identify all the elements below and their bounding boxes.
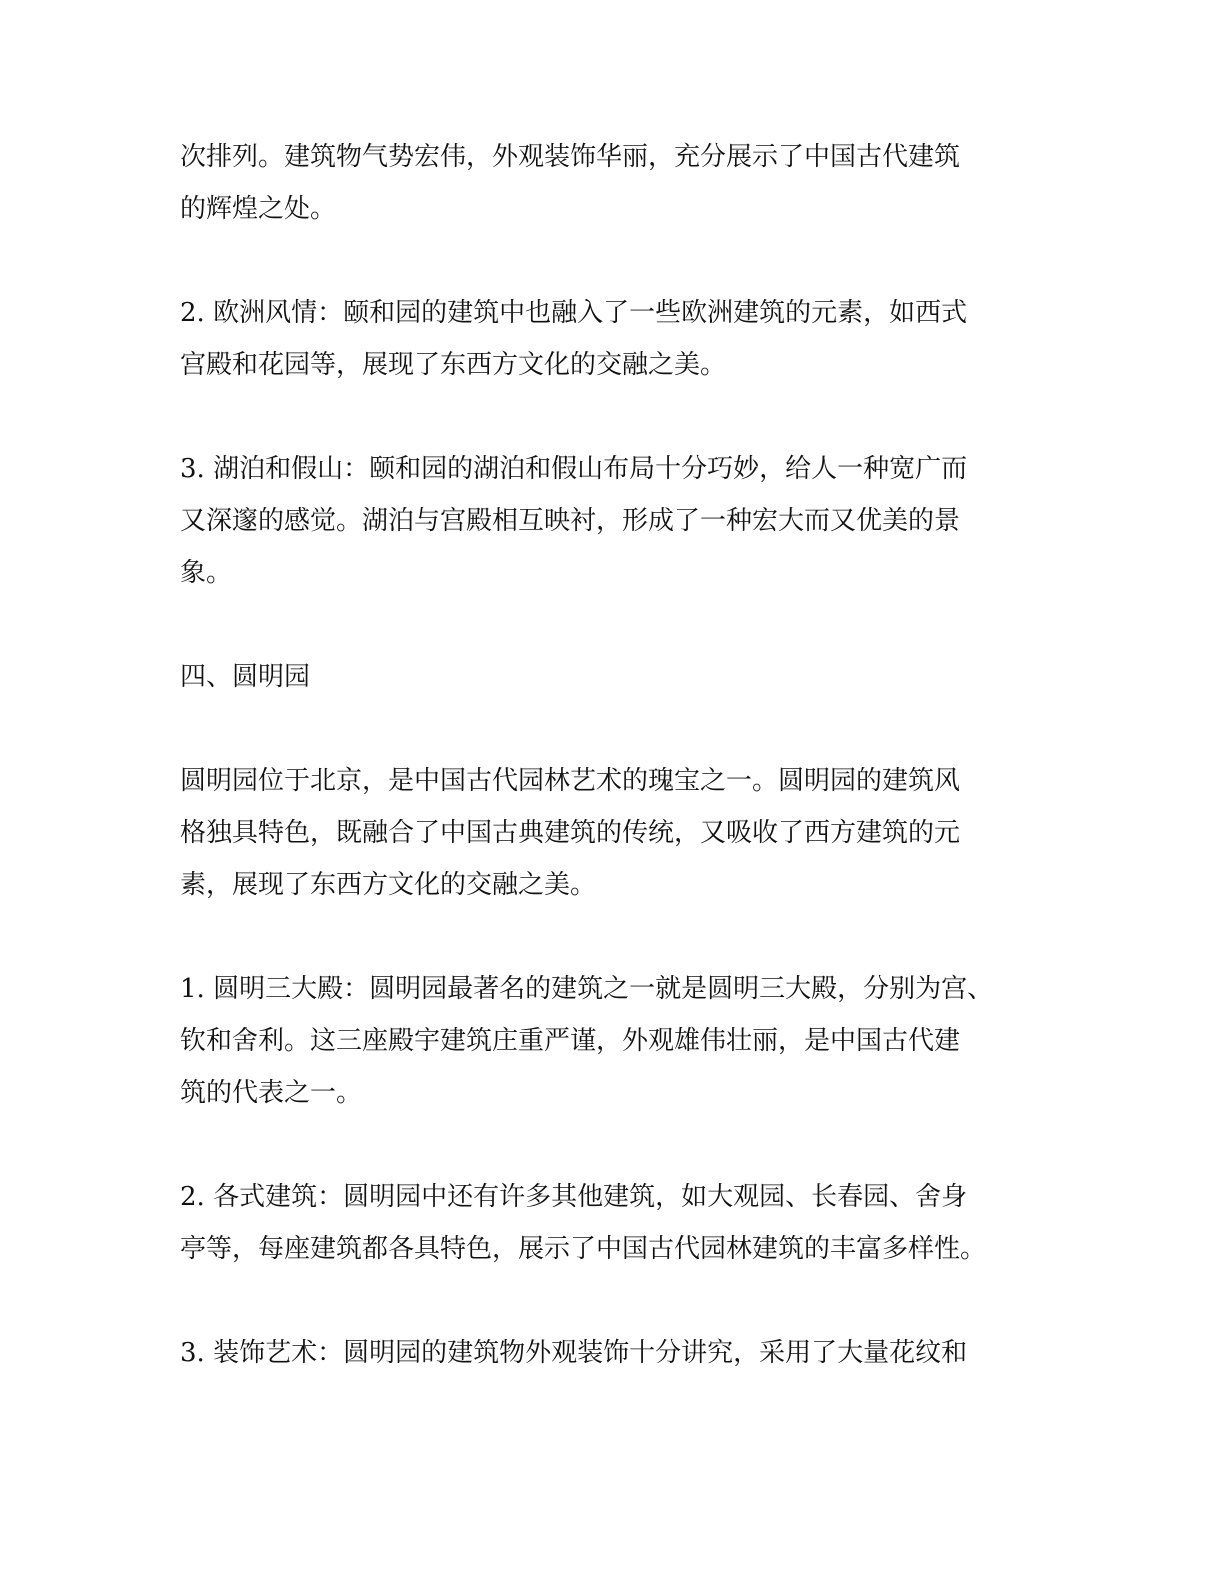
text-line: 亭等，每座建筑都各具特色，展示了中国古代园林建筑的丰富多样性。	[180, 1234, 987, 1264]
text-line: 3. 装饰艺术：圆明园的建筑物外观装饰十分讲究，采用了大量花纹和	[180, 1338, 968, 1368]
text-line: 3. 湖泊和假山：颐和园的湖泊和假山布局十分巧妙，给人一种宽广而	[180, 454, 968, 484]
text-line: 象。	[180, 558, 233, 588]
text-line: 素，展现了东西方文化的交融之美。	[180, 870, 597, 900]
text-line: 又深邃的感觉。湖泊与宫殿相互映衬，形成了一种宏大而又优美的景	[180, 506, 961, 536]
text-line: 次排列。建筑物气势宏伟，外观装饰华丽，充分展示了中国古代建筑	[180, 142, 961, 172]
text-line: 筑的代表之一。	[180, 1078, 363, 1108]
text-line: 钦和舍利。这三座殿宇建筑庄重严谨，外观雄伟壮丽，是中国古代建	[180, 1026, 961, 1056]
text-line: 格独具特色，既融合了中国古典建筑的传统，又吸收了西方建筑的元	[180, 818, 961, 848]
text-line: 2. 各式建筑：圆明园中还有许多其他建筑，如大观园、长春园、舍身	[180, 1182, 968, 1212]
section-heading: 四、圆明园	[180, 662, 311, 692]
text-line: 宫殿和花园等，展现了东西方文化的交融之美。	[180, 350, 727, 380]
text-line: 圆明园位于北京，是中国古代园林艺术的瑰宝之一。圆明园的建筑风	[180, 766, 961, 796]
text-line: 的辉煌之处。	[180, 194, 337, 224]
text-line: 2. 欧洲风情：颐和园的建筑中也融入了一些欧洲建筑的元素，如西式	[180, 298, 968, 328]
text-line: 1. 圆明三大殿：圆明园最著名的建筑之一就是圆明三大殿，分别为宫、	[180, 974, 994, 1004]
